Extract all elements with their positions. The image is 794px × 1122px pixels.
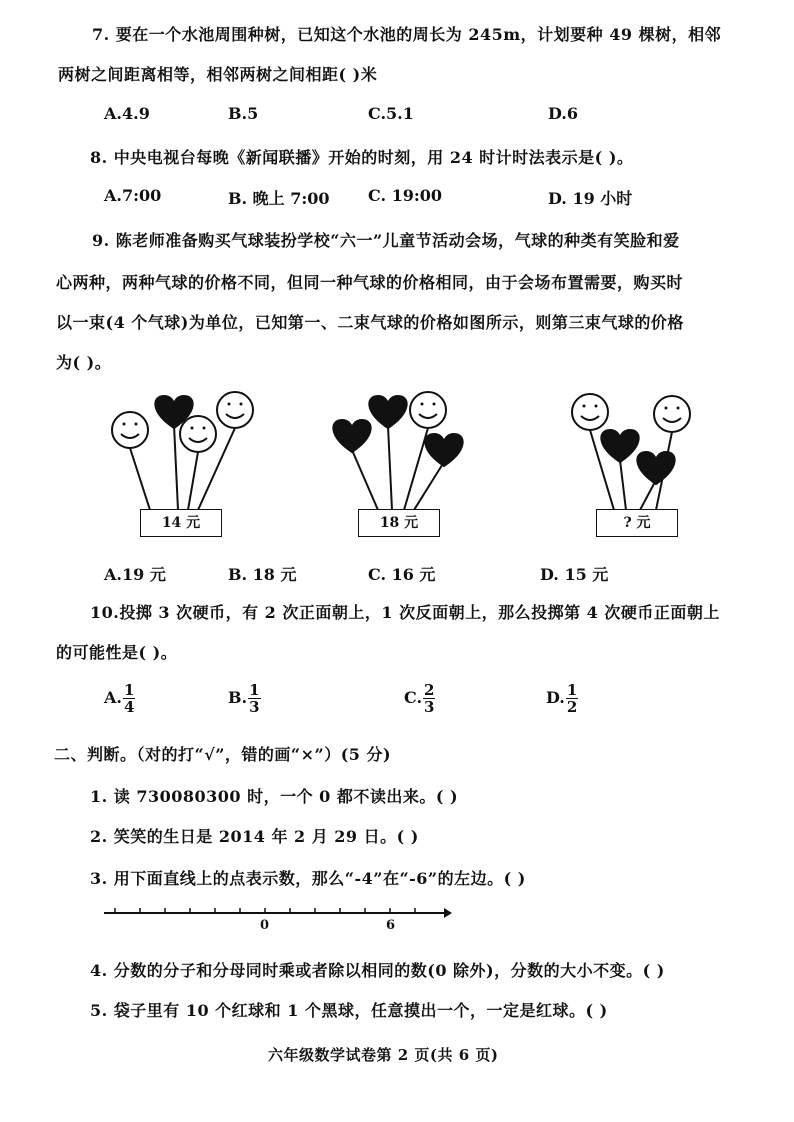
numerator: 2 xyxy=(424,681,435,699)
balloon-string xyxy=(640,480,656,510)
balloon-string xyxy=(188,452,198,510)
number-line xyxy=(104,908,452,918)
numerator: 1 xyxy=(249,681,260,699)
judge-item-4: 4. 分数的分子和分母同时乘或者除以相同的数(0 除外)，分数的大小不变。( ) xyxy=(90,961,665,980)
q9-option-c: C. 16 元 xyxy=(368,565,436,584)
denominator: 4 xyxy=(123,698,135,716)
q8-option-d: D. 19 小时 xyxy=(548,189,633,208)
number-line-label-six: 6 xyxy=(386,918,396,933)
q9-line2: 心两种，两种气球的价格不同，但同一种气球的价格相同，由于会场布置需要，购买时 xyxy=(56,273,684,292)
q8-option-b: B. 晚上 7:00 xyxy=(228,189,330,208)
arrow-right-icon xyxy=(444,908,452,918)
q10-option-b xyxy=(228,682,261,715)
q10-line2: 的可能性是( )。 xyxy=(56,643,178,662)
q10-option-a xyxy=(104,682,135,715)
q7-option-a: A.4.9 xyxy=(104,104,150,123)
bunch1-price-label: 14 元 xyxy=(140,509,222,537)
smiley-balloon-icon xyxy=(217,392,253,428)
option-letter: B. xyxy=(228,688,248,707)
bunch2-price-label: 18 元 xyxy=(358,509,440,537)
judge-item-3: 3. 用下面直线上的点表示数，那么“-4”在“-6”的左边。( ) xyxy=(90,869,526,888)
fraction xyxy=(123,682,135,715)
balloon-string xyxy=(414,462,444,510)
q9-option-b: B. 18 元 xyxy=(228,565,297,584)
smiley-balloon-icon xyxy=(410,392,446,428)
heart-balloon-icon xyxy=(601,430,638,462)
page-footer: 六年级数学试卷第 2 页(共 6 页) xyxy=(268,1046,499,1064)
q7-line1: 7. 要在一个水池周围种树，已知这个水池的周长为 245m，计划要种 49 棵树，相邻 xyxy=(92,25,722,44)
q10-option-c xyxy=(404,682,435,715)
q8-option-a: A.7:00 xyxy=(104,186,162,205)
q8-option-c: C. 19:00 xyxy=(368,186,443,205)
balloon-string xyxy=(388,426,392,510)
q10-option-d xyxy=(546,682,578,715)
denominator: 3 xyxy=(249,698,260,716)
balloon-string xyxy=(130,448,150,510)
smiley-balloon-icon xyxy=(572,394,608,430)
heart-balloon-icon xyxy=(369,396,406,428)
judge-item-1: 1. 读 730080300 时，一个 0 都不读出来。( ) xyxy=(90,787,459,806)
q10-line1: 10.投掷 3 次硬币，有 2 次正面朝上，1 次反面朝上，那么投掷第 4 次硬币正面朝上 xyxy=(90,603,720,622)
q7-option-c: C.5.1 xyxy=(368,104,414,123)
bunch3-price-label: ? 元 xyxy=(596,509,678,537)
heart-balloon-icon xyxy=(425,434,462,466)
smiley-balloon-icon xyxy=(654,396,690,432)
q9-option-d: D. 15 元 xyxy=(540,565,609,584)
number-line-label-zero: 0 xyxy=(260,918,270,933)
smiley-balloon-icon xyxy=(112,412,148,448)
numerator: 1 xyxy=(566,681,578,699)
q7-option-d: D.6 xyxy=(548,104,579,123)
option-letter: D. xyxy=(546,688,565,707)
heart-balloon-icon xyxy=(637,452,674,484)
option-letter: A. xyxy=(104,688,122,707)
balloon-bunches-figure xyxy=(0,0,794,560)
balloon-string xyxy=(620,460,626,510)
option-letter: C. xyxy=(404,688,423,707)
balloon-string xyxy=(174,425,178,510)
q7-option-b: B.5 xyxy=(228,104,259,123)
balloon-string xyxy=(404,428,428,510)
judge-item-2: 2. 笑笑的生日是 2014 年 2 月 29 日。( ) xyxy=(90,827,419,846)
fraction xyxy=(566,682,578,715)
q9-option-a: A.19 元 xyxy=(104,565,166,584)
q9-line3: 以一束(4 个气球)为单位，已知第一、二束气球的价格如图所示，则第三束气球的价格 xyxy=(56,313,684,332)
balloon-string xyxy=(352,450,378,510)
q9-line1: 9. 陈老师准备购买气球装扮学校“六一”儿童节活动会场，气球的种类有笑脸和爱 xyxy=(92,231,680,250)
q9-line4: 为( )。 xyxy=(56,353,112,372)
denominator: 3 xyxy=(424,698,435,716)
smiley-balloon-icon xyxy=(180,416,216,452)
section2-heading: 二、判断。（对的打“√”，错的画“×”）(5 分) xyxy=(54,745,392,764)
judge-item-5: 5. 袋子里有 10 个红球和 1 个黑球，任意摸出一个，一定是红球。( ) xyxy=(90,1001,608,1020)
fraction xyxy=(423,682,435,715)
q8-line1: 8. 中央电视台每晚《新闻联播》开始的时刻，用 24 时计时法表示是( )。 xyxy=(90,148,634,167)
q7-line2: 两树之间距离相等，相邻两树之间相距( )米 xyxy=(58,65,378,84)
denominator: 2 xyxy=(566,698,578,716)
number-line-figure xyxy=(0,900,794,940)
fraction xyxy=(248,682,260,715)
numerator: 1 xyxy=(123,681,135,699)
heart-balloon-icon xyxy=(333,420,370,452)
